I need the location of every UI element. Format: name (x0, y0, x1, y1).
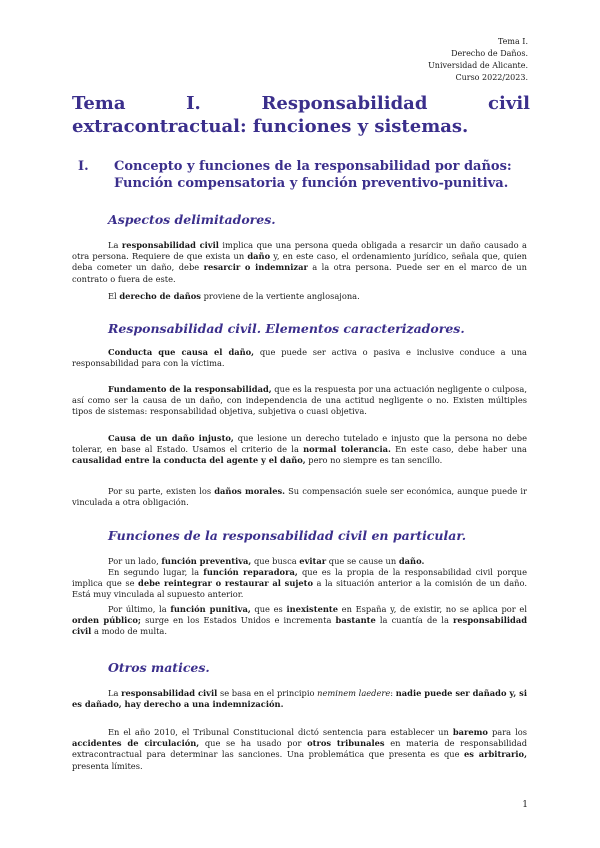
paragraph-conducta: Conducta que causa el daño, que puede ser activa o pasiva e inclusive conduce a una responsabilidad para con la víctima. (72, 347, 527, 369)
section-heading (72, 158, 530, 192)
section-number: I. (78, 159, 89, 174)
subheading-otros: Otros matices. (108, 660, 210, 675)
subheading-funciones: Funciones de la responsabilidad civil en particular. (108, 528, 467, 543)
subheading-elementos: Responsabilidad civil. Elementos caracterizadores. (108, 321, 465, 336)
paragraph-funcion-reparadora: En segundo lugar, la función reparadora, que es la propia de la responsabilidad civil porque implica que se debe reintegrar o restaurar al sujeto a la situación anterior a la comisión de un daño. Está muy vinculada al supuesto anterior. (72, 567, 528, 600)
paragraph-neminem-laedere: La responsabilidad civil se basa en el principio neminem laedere: nadie puede ser dañado y, si es dañado, hay derecho a una indemnización. (72, 688, 528, 710)
paragraph-origin: El derecho de daños proviene de la vertiente anglosajona. (108, 291, 360, 301)
header-university: Universidad de Alicante. (428, 61, 528, 70)
page-title: Tema I. Responsabilidad civil extracontractual: funciones y sistemas. (72, 93, 530, 137)
paragraph-funcion-preventiva: Por un lado, función preventiva, que busca evitar que se cause un daño. (108, 556, 425, 566)
paragraph-baremo: En el año 2010, el Tribunal Constitucional dictó sentencia para establecer un baremo para los accidentes de circulación, que se ha usado por otros tribunales en materia de responsabilidad extracontractual para determinar las sanciones. Una problemática que presenta es que es arbitrario, presenta límites. (72, 727, 527, 771)
subheading-aspectos: Aspectos delimitadores. (108, 212, 276, 227)
header-course: Curso 2022/2023. (455, 73, 528, 82)
section-title: Concepto y funciones de la responsabilidad por daños: Función compensatoria y función preventivo-punitiva. (114, 159, 512, 191)
document-header (428, 36, 528, 84)
header-subject: Derecho de Daños. (451, 49, 528, 58)
header-topic: Tema I. (497, 37, 528, 46)
page-number: 1 (522, 800, 528, 810)
paragraph-funcion-punitiva: Por último, la función punitiva, que es inexistente en España y, de existir, no se aplica por el orden público; surge en los Estados Unidos e incrementa bastante la cuantía de la responsabilidad civil a modo de multa. (72, 604, 528, 637)
paragraph-fundamento: Fundamento de la responsabilidad, que es la respuesta por una actuación negligente o culposa, así como ser la causa de un daño, con independencia de una actitud negligente o no. Existen múltiples tipos de sistemas: responsabilidad objetiva, subjetiva o cuasi objetiva. (72, 384, 527, 417)
paragraph-danos-morales: Por su parte, existen los daños morales. Su compensación suele ser económica, aunque puede ir vinculada a otra obligación. (72, 486, 527, 508)
paragraph-causa: Causa de un daño injusto, que lesione un derecho tutelado e injusto que la persona no debe tolerar, en base al Estado. Usamos el criterio de la normal tolerancia. En este caso, debe haber una causalidad entre la conducta del agente y el daño, pero no siempre es tan sencillo. (72, 433, 527, 466)
paragraph-definition: La responsabilidad civil implica que una persona queda obligada a resarcir un daño causado a otra persona. Requiere de que exista un daño y, en este caso, el ordenamiento jurídico, señala que, quien deba cometer un daño, debe resarcir o indemnizar a la otra persona. Puede ser en el marco de un contrato o fuera de este. (72, 240, 527, 284)
